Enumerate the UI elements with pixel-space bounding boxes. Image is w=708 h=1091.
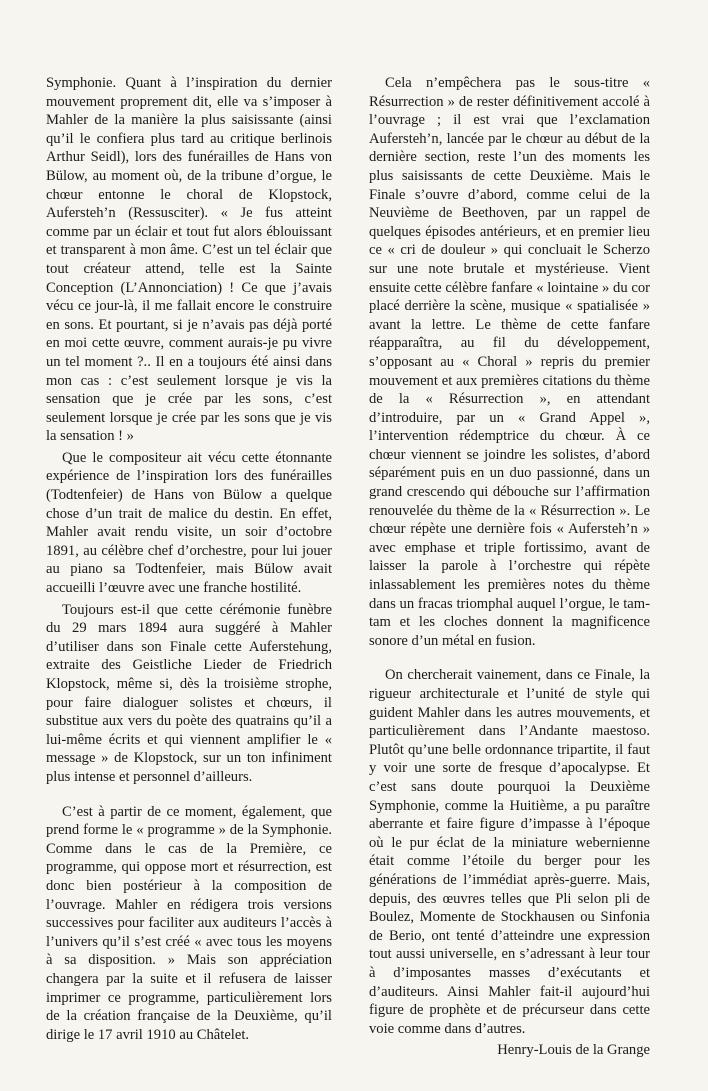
author-signature: Henry-Louis de la Grange <box>497 1042 650 1059</box>
right-column <box>369 74 650 1063</box>
paragraph: On chercherait vainement, dans ce Finale, la rigueur architecturale et l’unité de style qui guident Mahler dans les autres mouvements, et particulièrement dans l’Andante maestoso. Plutôt qu’une belle ordonnance tripartite, il faut y voir une sorte de fresque d’apocalypse. Et c’est sans doute pourquoi la Deuxième Symphonie, comme la Huitième, a pu paraître aberrante et faire figure d’impasse à l’époque où le pur éclat de la miniature webernienne était comme l’étoile du berger pour les générations de l’immédiat après-guerre. Mais, depuis, des œuvres telles que Pli selon pli de Boulez, Momente de Stockhausen ou Sinfonia de Berio, ont tenté d’atteindre une expression tout aussi universelle, en s’adressant à leur tour à d’imposantes masses d’exécutants et d’auditeurs. Ainsi Mahler fait-il aujourd’hui figure de prophète et de précurseur dans cette voie comme dans d’autres. <box>369 667 650 1037</box>
paragraph: C’est à partir de ce moment, également, que prend forme le « programme » de la Symphonie. Comme dans le cas de la Première, ce programme, qui oppose mort et résurrection, est donc bien postérieur à la composition de l’ouvrage. Mahler en rédigera trois versions successives pour faciliter aux auditeurs l’accès à l’univers qu’il s’est créé « avec tous les moyens à sa disposition. » Mais son appréciation changera par la suite et il refusera de laisser imprimer ce programme, particulièrement lors de la création française de la Deuxième, qu’il dirige le 17 avril 1910 au Châtelet. <box>46 803 332 1043</box>
paragraph: Toujours est-il que cette cérémonie funèbre du 29 mars 1894 aura suggéré à Mahler d’utiliser dans son Finale cette Auferstehung, extraite des Geistliche Lieder de Friedrich Klopstock, même si, dès la troisième strophe, pour faire dialoguer solistes et chœurs, il substitue aux vers du poète des quatrains qu’il a lui-même écrits et qui viennent amplifier le « message » de Klopstock, sur un ton infiniment plus intense et personnel d’ailleurs. <box>46 601 332 785</box>
paragraph: Que le compositeur ait vécu cette étonnante expérience de l’inspiration lors des funérailles (Todtenfeier) de Hans von Bülow a quelque chose d’un trait de malice du destin. En effet, Mahler avait rendu visite, un soir d’octobre 1891, au célèbre chef d’orchestre, pour lui jouer au piano sa Todtenfeier, mais Bülow avait accueilli l’œuvre avec une franche hostilité. <box>46 449 332 597</box>
paragraph: Cela n’empêchera pas le sous-titre « Résurrection » de rester définitivement accolé à l’ouvrage ; il est vrai que l’exclamation Aufersteh’n, lancée par le chœur au début de la dernière section, reste l’un des moments les plus saisissants de cette Deuxième. Mais le Finale s’ouvre d’abord, comme celui de la Neuvième de Beethoven, par un rappel de quelques épisodes antérieurs, et en premier lieu ce « cri de douleur » qui concluait le Scherzo sur une note brutale et mystérieuse. Vient ensuite cette célèbre fanfare « lointaine » du cor placé derrière la scène, musique « spatialisée » avant la lettre. Le thème de cette fanfare réapparaîtra, au fil du développement, s’opposant au « Choral » repris du premier mouvement et aux premières citations du thème de la « Résurrection », en attendant d’introduire, par un « Grand Appel », l’intervention rédemptrice du chœur. À ce chœur viennent se joindre les solistes, d’abord séparément puis en un duo passionné, dans un grand crescendo qui débouche sur l’affirmation renouvelée du thème de la « Résurrection ». Le chœur répète une dernière fois « Aufersteh’n » avec emphase et triple fortissimo, avant de laisser la parole à l’orchestre qui répète inlassablement les premières notes du thème dans un fracas triomphal auquel l’orgue, le tam-tam et les cloches donnent la magnificence sonore d’un métal en fusion. <box>369 75 650 649</box>
left-column <box>46 74 332 1047</box>
paragraph: Symphonie. Quant à l’inspiration du dernier mouvement proprement dit, elle va s’imposer à Mahler de la manière la plus saisissante (ainsi qu’il le confiera plus tard au critique berlinois Arthur Seidl), lors des funérailles de Hans von Bülow, au moment où, de la tribune d’orgue, le chœur entonne le choral de Klopstock, Aufersteh’n (Ressusciter). « Je fus atteint comme par un éclair et tout fut alors éblouissant et transparent à mon âme. C’est un tel éclair que tout créateur attend, telle est la Sainte Conception (L’Annonciation) ! Ce que j’avais vécu ce jour-là, il me fallait encore le construire en sons. Et pourtant, si je n’avais pas déjà porté en moi cette œuvre, comment aurais-je pu vivre un tel moment ?.. Il en a toujours été ainsi dans mon cas : c’est seulement lorsque je vis la sensation que je crée par les sons, c’est seulement lorsque je crée par les sons que je vis la sensation ! » <box>46 75 332 445</box>
